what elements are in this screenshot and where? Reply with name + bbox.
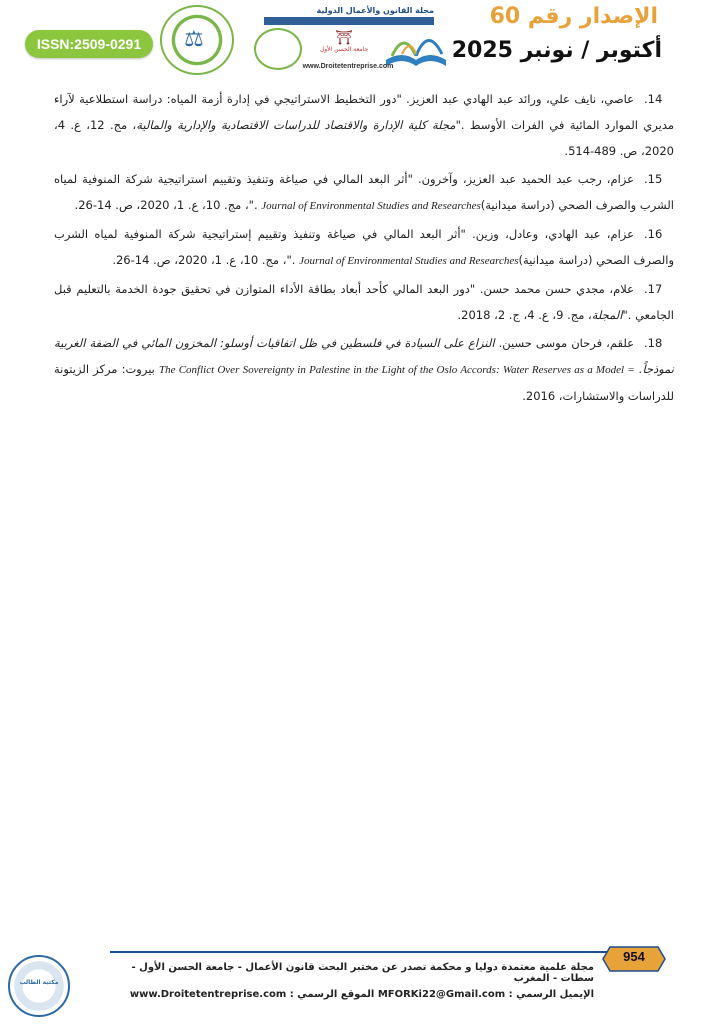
reference-journal: Journal of Environmental Studies and Researches bbox=[299, 255, 519, 267]
reference-item bbox=[54, 86, 674, 164]
footer-divider bbox=[110, 951, 615, 953]
reference-text: عزام، عبد الهادي، وعادل، وزين. "أثر البعد المالي في صياغة وتنفيذ وتقييم إستراتيجية شركة المنوفية لمياه الشرب والصرف الصحي (دراسة ميدانية) bbox=[54, 227, 674, 267]
reference-item bbox=[54, 330, 674, 409]
journal-banner bbox=[254, 6, 454, 72]
reference-details: ، مج. 12، ع. 4، 2020، ص. 489-514. bbox=[54, 118, 674, 158]
reference-text: عاصي، نايف علي، ورائد عبد الهادي عبد العزيز. "دور التخطيط الاستراتيجي في إدارة أزمة المياه: دراسة استطلاعية لآراء مديري الموارد المائية في الفرات الأوسط ." bbox=[54, 92, 675, 132]
reference-number: 18. bbox=[644, 336, 663, 350]
reference-number: 17. bbox=[644, 282, 663, 296]
reference-english-title: The Conflict Over Sovereignty in Palestine in the Light of the Oslo Accords: Water Reserves as a Model = bbox=[158, 364, 635, 376]
lab-logo-icon bbox=[160, 5, 234, 75]
journal-name: مجلة القانون والأعمال الدولية bbox=[316, 6, 434, 15]
journal-website: www.Droitetentreprise.com bbox=[302, 63, 394, 70]
reference-text: علقم، فرحان موسى حسين. bbox=[498, 336, 634, 350]
library-logo-text: مكتبة الطالب bbox=[19, 979, 59, 986]
issn-badge: ISSN:2509-0291 bbox=[25, 30, 153, 58]
reference-details: ، مج. 9، ع. 4، ج. 2، 2018. bbox=[457, 308, 592, 322]
reference-number: 14. bbox=[644, 92, 663, 106]
library-logo-icon bbox=[8, 955, 70, 1017]
reference-journal: المجلة bbox=[591, 308, 623, 322]
reference-details: ."، مج. 10، ع. 1، 2020، ص. 14-26. bbox=[74, 198, 262, 212]
issue-number: 60 bbox=[489, 4, 521, 29]
reference-number: 15. bbox=[644, 172, 663, 186]
issue-prefix: الإصدار رقم bbox=[527, 4, 658, 29]
reference-text: عزام، رجب عبد الحميد عبد العزيز، وآخرون. "أثر البعد المالي في صياغة وتنفيذ وتقييم استراتيجية شركة المنوفية لمياه الشرب والصرف الصحي (دراسة ميدانية) bbox=[54, 172, 674, 212]
reference-title: النزاع على السيادة في فلسطين في ظل اتفاقيات أوسلو: المخزون المائي في الضفة الغربية نموذجاً. bbox=[54, 336, 674, 376]
reference-item bbox=[54, 221, 674, 274]
reference-text: علام، مجدي حسن محمد حسن. "دور البعد المالي كأحد أبعاد بطاقة الأداء المتوازن في تحقيق جودة الخدمة بالتعليم قبل الجامعي ." bbox=[54, 282, 674, 322]
university-name: جامعة الحسن الأول bbox=[319, 46, 369, 53]
university-logo bbox=[314, 30, 374, 60]
reference-item bbox=[54, 166, 674, 219]
university-mark-icon: ⛩ bbox=[335, 30, 353, 46]
page-number: 954 bbox=[623, 949, 645, 964]
reference-details: بيروت: مركز الزيتونة للدراسات والاستشارات، 2016. bbox=[54, 362, 674, 403]
reference-number: 16. bbox=[644, 227, 663, 241]
footer-contact-info: الإيميل الرسمي : MFORKi22@Gmail.com الموقع الرسمي : www.Droitetentreprise.com bbox=[129, 989, 594, 1000]
references-list bbox=[54, 86, 674, 411]
reference-journal: مجلة كلية الإدارة والاقتصاد للدراسات الاقتصادية والإدارية والمالية bbox=[136, 118, 456, 132]
reference-journal: Journal of Environmental Studies and Researches bbox=[261, 200, 481, 212]
issue-label bbox=[490, 4, 658, 29]
footer-journal-info: مجلة علمية معتمدة دوليا و محكمة تصدر عن مختبر البحث قانون الأعمال - جامعة الحسن الأول - سطات - المغرب bbox=[131, 962, 594, 984]
scales-icon: ⚖ bbox=[184, 27, 204, 52]
page-header bbox=[0, 0, 724, 80]
reference-details: ."، مج. 10، ع. 1، 2020، ص. 14-26. bbox=[112, 253, 300, 267]
reference-item bbox=[54, 276, 674, 328]
issue-date: أكتوبر / نونبر 2025 bbox=[451, 38, 662, 63]
